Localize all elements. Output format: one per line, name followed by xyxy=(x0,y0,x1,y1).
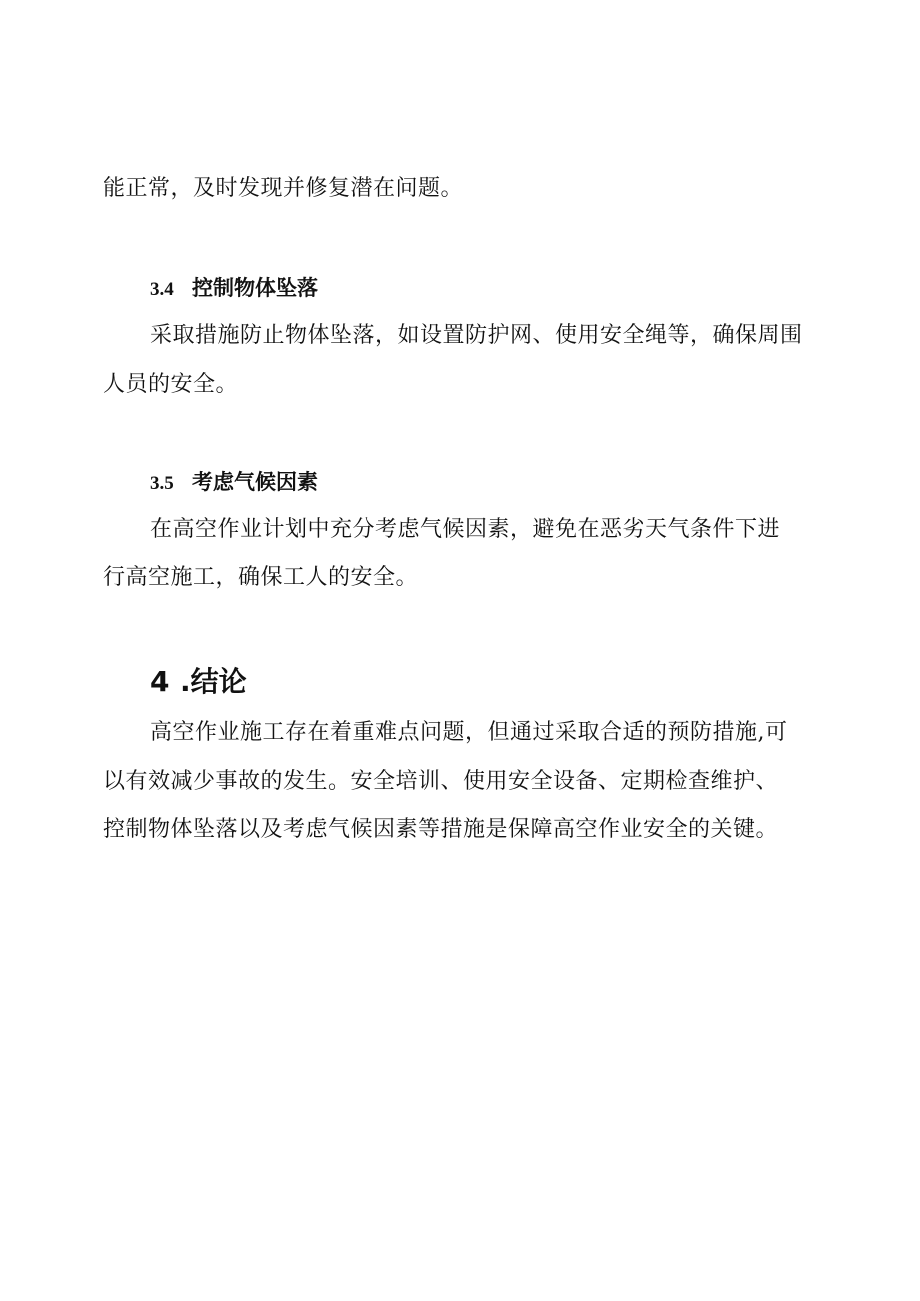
section-title: .结论 xyxy=(180,665,247,698)
section-number: 4 xyxy=(150,665,170,698)
section-4-heading xyxy=(150,664,247,700)
conclusion-paragraph-line: 以有效减少事故的发生。安全培训、使用安全设备、定期检查维护、 xyxy=(103,769,779,794)
section-number: 3.5 xyxy=(150,473,174,494)
conclusion-paragraph-line: 高空作业施工存在着重难点问题，但通过采取合适的预防措施,可 xyxy=(150,720,788,745)
section-3-4-paragraph-line: 人员的安全。 xyxy=(103,372,239,397)
section-title: 考虑气候因素 xyxy=(192,470,318,494)
section-3-5-paragraph-line: 在高空作业计划中充分考虑气候因素，避免在恶劣天气条件下进 xyxy=(150,517,781,542)
section-3-4-paragraph-line: 采取措施防止物体坠落，如设置防护网、使用安全绳等，确保周围 xyxy=(150,323,803,348)
continuation-paragraph-line: 能正常，及时发现并修复潜在问题。 xyxy=(103,176,464,201)
section-3-5-heading xyxy=(150,467,318,499)
section-title: 控制物体坠落 xyxy=(192,276,318,300)
conclusion-paragraph-line: 控制物体坠落以及考虑气候因素等措施是保障高空作业安全的关键。 xyxy=(103,817,779,842)
section-3-4-heading xyxy=(150,273,318,305)
section-3-5-paragraph-line: 行高空施工，确保工人的安全。 xyxy=(103,565,419,590)
section-number: 3.4 xyxy=(150,279,174,300)
